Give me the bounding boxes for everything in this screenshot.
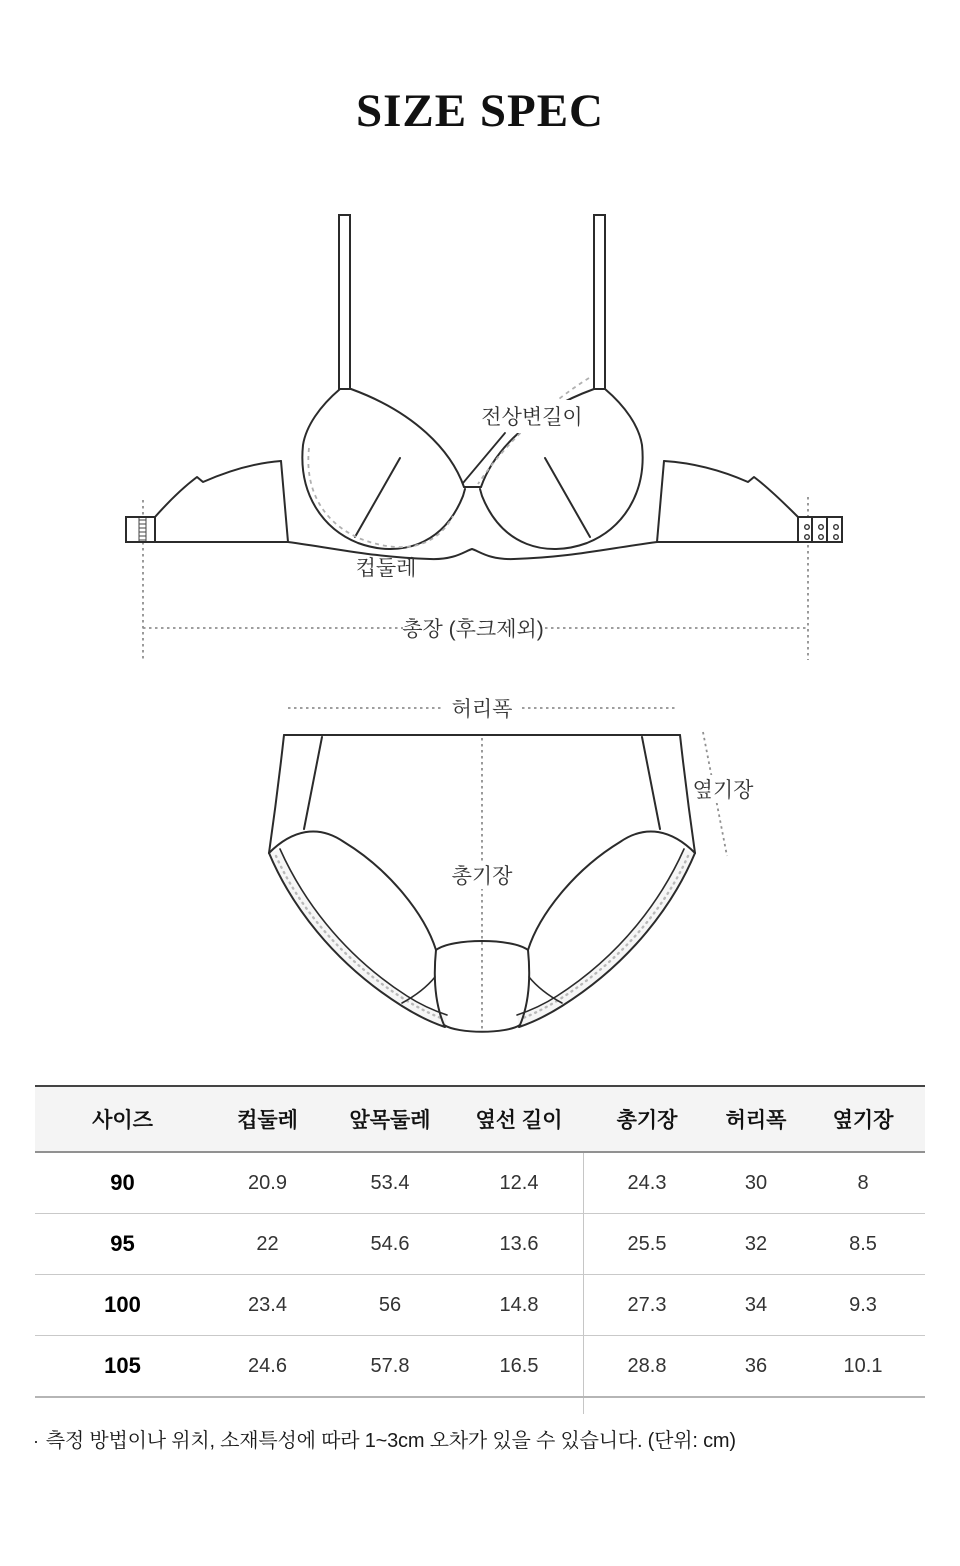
cell: 24.3 <box>627 1171 667 1194</box>
bra-total-length-label: 총장 (후크제외) <box>402 618 544 641</box>
bra-right-wing <box>664 461 798 517</box>
cell: 36 <box>744 1354 768 1377</box>
bra-band-hem <box>155 542 798 559</box>
footnote-bullet: · <box>33 1431 39 1451</box>
bra-left-cup-seam <box>355 458 400 537</box>
cell: 16.5 <box>499 1354 539 1377</box>
cell: 23.4 <box>248 1293 287 1316</box>
cell: 13.6 <box>499 1232 539 1255</box>
table-row-size-105 <box>35 1336 925 1398</box>
table-row-size-100 <box>35 1275 925 1336</box>
panty-left-lace-band <box>269 849 447 1027</box>
size-value: 95 <box>110 1231 135 1256</box>
bra-diagram <box>0 190 960 670</box>
cell: 30 <box>744 1171 768 1194</box>
cell: 32 <box>744 1232 768 1255</box>
measurement-footnote <box>33 1424 943 1453</box>
size-value: 105 <box>104 1353 141 1378</box>
panty-total-length-label: 총기장 <box>451 865 513 888</box>
panty-right-lace-band <box>517 849 695 1027</box>
table-row-size-90 <box>35 1153 925 1214</box>
cell: 22 <box>256 1232 279 1255</box>
cell: 9.3 <box>849 1293 877 1316</box>
cell: 8.5 <box>849 1232 877 1255</box>
bra-left-wing <box>155 461 281 517</box>
size-value: 100 <box>104 1292 141 1317</box>
cell: 28.8 <box>627 1354 667 1377</box>
panty-right-seam <box>642 737 660 829</box>
table-row-size-95 <box>35 1214 925 1275</box>
cell: 10.1 <box>843 1354 883 1377</box>
cell: 34 <box>744 1293 768 1316</box>
bra-right-wing-seam <box>657 461 664 542</box>
bra-front-top-edge-label: 전상변길이 <box>481 406 583 429</box>
cell: 20.9 <box>248 1171 287 1194</box>
panty-diagram <box>0 690 960 1050</box>
cell: 54.6 <box>370 1232 410 1255</box>
panty-waist-width-label: 허리폭 <box>451 698 513 721</box>
cell: 14.8 <box>499 1293 539 1316</box>
cell: 25.5 <box>627 1232 667 1255</box>
bra-cup-circumference-dashes <box>308 448 453 547</box>
col-header-front-neck-circumference: 앞목둘레 <box>349 1109 431 1132</box>
panty-left-seam <box>304 737 322 829</box>
col-header-cup-circumference: 컵둘레 <box>237 1109 298 1132</box>
col-header-waist-width: 허리폭 <box>725 1109 787 1132</box>
bra-left-strap <box>339 215 350 389</box>
table-header-row <box>35 1087 925 1153</box>
cell: 53.4 <box>370 1171 410 1194</box>
cell: 27.3 <box>627 1293 667 1316</box>
col-header-side-seam-length: 옆선 길이 <box>475 1109 563 1132</box>
col-header-side-length: 옆기장 <box>832 1109 894 1132</box>
bra-left-hook-tab <box>126 517 155 542</box>
size-spec-table <box>35 1085 925 1398</box>
panty-side-length-label: 옆기장 <box>692 779 754 802</box>
bra-left-cup-outer <box>302 389 465 549</box>
cell: 8 <box>857 1171 869 1194</box>
panty-left-edge <box>269 735 284 853</box>
col-header-total-length: 총기장 <box>616 1109 678 1132</box>
cell: 12.4 <box>499 1171 539 1194</box>
bra-left-wing-seam <box>281 461 288 542</box>
cell: 57.8 <box>370 1354 410 1377</box>
col-header-size: 사이즈 <box>92 1109 153 1132</box>
bra-right-cup-seam <box>545 458 590 537</box>
footnote-text: 측정 방법이나 위치, 소재특성에 따라 1~3cm 오차가 있을 수 있습니다. (단위: cm) <box>45 1430 736 1452</box>
page-title: SIZE SPEC <box>355 85 605 137</box>
cell: 24.6 <box>248 1354 287 1377</box>
size-value: 90 <box>110 1170 135 1195</box>
cell: 56 <box>378 1293 402 1316</box>
bra-left-cup-inner <box>351 389 464 487</box>
bra-cup-circumference-label: 컵둘레 <box>355 557 417 580</box>
bra-right-strap <box>594 215 605 389</box>
